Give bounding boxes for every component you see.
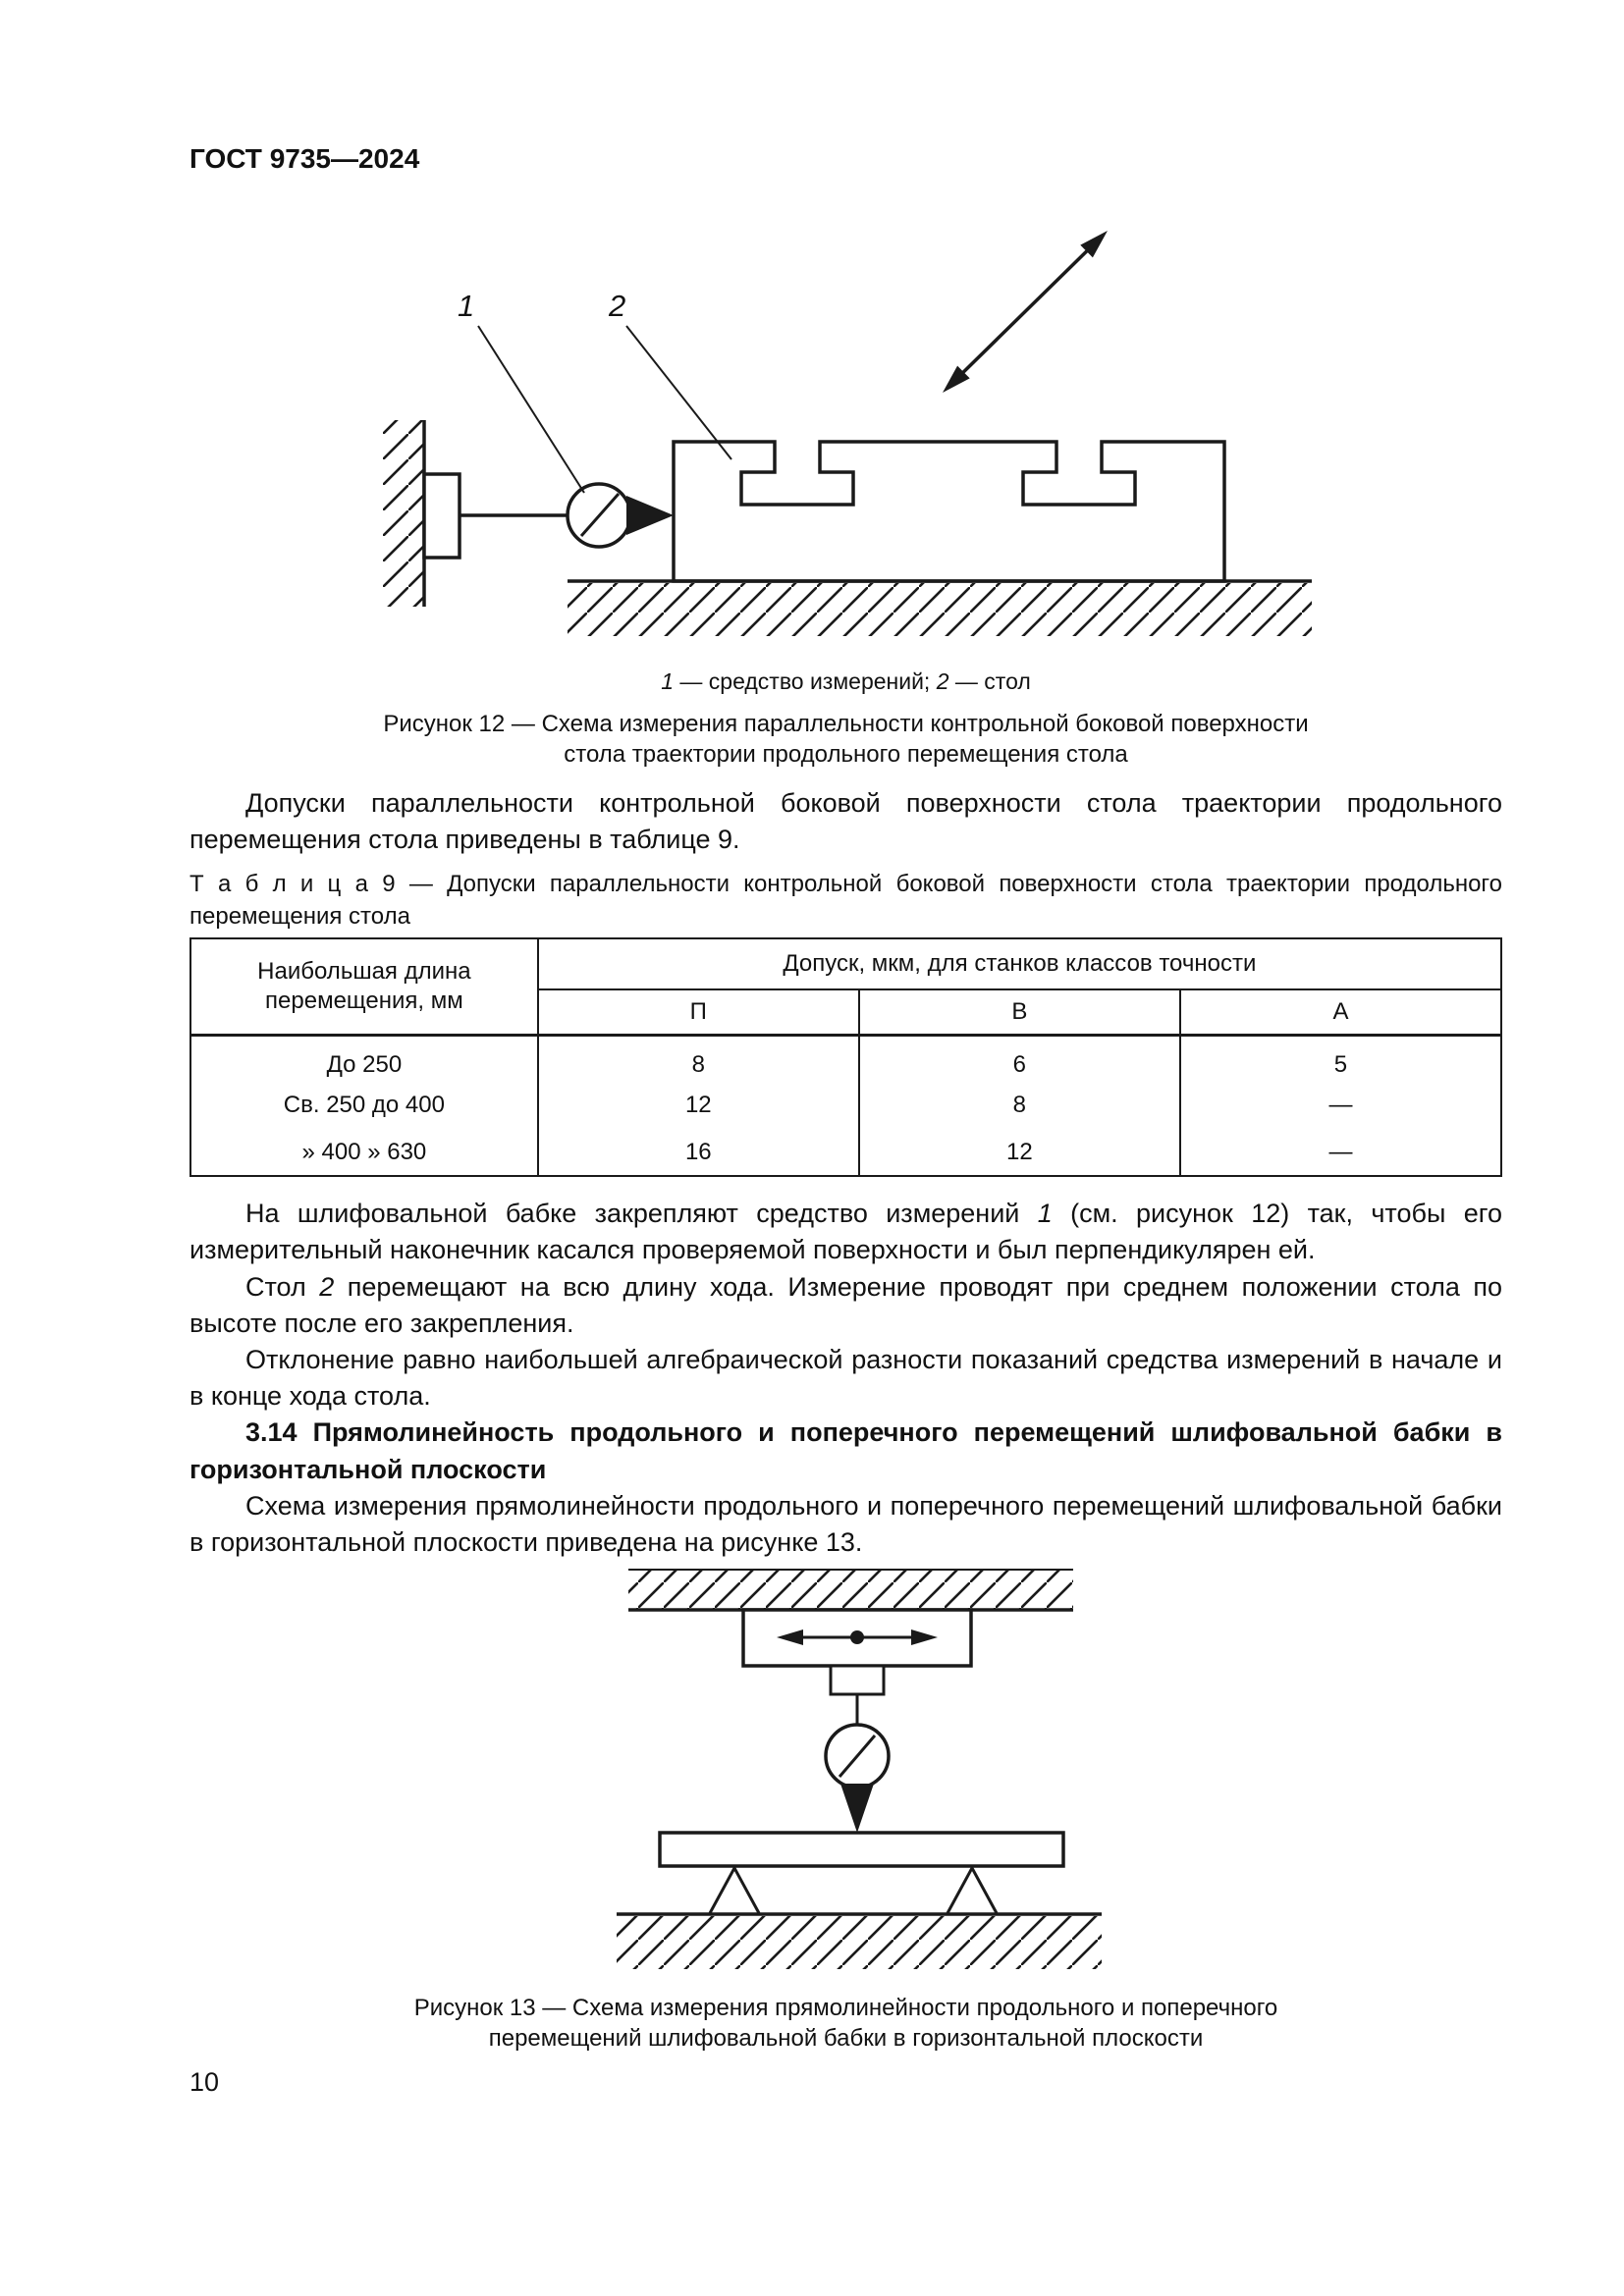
knife-edge-support xyxy=(947,1868,997,1913)
table-row xyxy=(190,1035,1501,1082)
figure12-diagram xyxy=(0,221,1624,653)
movement-arrow xyxy=(943,231,1108,393)
dial-indicator xyxy=(568,484,674,547)
cell-length: До 250 xyxy=(190,1035,538,1082)
paragraph-text: На шлифовальной бабке закрепляют средство измерений xyxy=(245,1199,1038,1228)
table9-title: Т а б л и ц а 9 — Допуски параллельности контрольной боковой поверхности стола траектории продольного перемещения стола xyxy=(189,871,1502,930)
figure-ref-1: 1 xyxy=(1037,1199,1053,1228)
figure13-caption-text: Рисунок 13 — Схема измерения прямолинейности продольного и поперечного перемещений шлифовальной бабки в горизонтальной плоскости xyxy=(413,1995,1278,2052)
table-row xyxy=(190,1129,1501,1176)
callout-2-label: 2 xyxy=(609,289,626,323)
indicator-stem xyxy=(831,1666,884,1694)
col-header-class-p: П xyxy=(538,989,859,1035)
col-header-tolerance: Допуск, мкм, для станков классов точности xyxy=(538,938,1501,989)
callout-2-leader xyxy=(626,326,731,459)
page-title: ГОСТ 9735—2024 xyxy=(189,143,420,174)
legend-text-2: — стол xyxy=(948,668,1031,694)
page-number: 10 xyxy=(189,2067,220,2097)
table9 xyxy=(189,937,1502,1177)
mount-block xyxy=(424,474,460,558)
indicator-tip xyxy=(626,496,674,535)
section-heading-3-14: 3.14 Прямолинейность продольного и поперечного перемещений шлифовальной бабки в горизонтальной плоскости xyxy=(189,1417,1502,1484)
wall-hatching xyxy=(383,420,424,607)
figure12-caption xyxy=(189,709,1502,770)
col-header-class-a: А xyxy=(1180,989,1501,1035)
cell-class-a: — xyxy=(1180,1082,1501,1129)
callout-1-leader xyxy=(478,326,584,493)
figure12-caption-text: Рисунок 12 — Схема измерения параллельности контрольной боковой поверхности стола траектории продольного перемещения стола xyxy=(383,711,1309,768)
ground-hatching xyxy=(568,581,1312,636)
ground-hatching xyxy=(617,1914,1102,1969)
knife-edge-support xyxy=(710,1868,759,1913)
figure-ref-2: 2 xyxy=(319,1272,335,1302)
col-header-class-v: В xyxy=(859,989,1180,1035)
cell-class-p: 12 xyxy=(538,1082,859,1129)
table-cross-section xyxy=(674,442,1224,581)
paragraph-tolerances-intro: Допуски параллельности контрольной боковой поверхности стола траектории продольного перемещения стола приведены в таблице 9. xyxy=(189,788,1502,854)
paragraph-method-1 xyxy=(189,1196,1502,1268)
cell-length: » 400 » 630 xyxy=(190,1129,538,1176)
paragraph-text: перемещают на всю длину хода. Измерение проводят при среднем положении стола по высоте после его закрепления. xyxy=(189,1272,1502,1338)
paragraph-text: (см. рисунок 12) так, чтобы его измерительный наконечник касался проверяемой поверхности и был перпендикулярен ей. xyxy=(189,1199,1502,1264)
cell-class-p: 16 xyxy=(538,1129,859,1176)
legend-text-1: — средство измерений; xyxy=(674,668,937,694)
cell-class-a: — xyxy=(1180,1129,1501,1176)
dial-indicator xyxy=(826,1725,889,1833)
cell-length: Св. 250 до 400 xyxy=(190,1082,538,1129)
table-row xyxy=(190,1082,1501,1129)
legend-ref-1: 1 xyxy=(661,668,674,694)
paragraph-method-2 xyxy=(189,1269,1502,1342)
paragraph-method-3: Отклонение равно наибольшей алгебраической разности показаний средства измерений в начале и в конце хода стола. xyxy=(189,1345,1502,1411)
cell-class-v: 8 xyxy=(859,1082,1180,1129)
paragraph-3-14-intro: Схема измерения прямолинейности продольного и поперечного перемещений шлифовальной бабки в горизонтальной плоскости приведена на рисунке 13. xyxy=(189,1491,1502,1557)
cell-class-a: 5 xyxy=(1180,1035,1501,1082)
table9-container xyxy=(189,937,1502,1177)
upper-rail-hatching xyxy=(628,1570,1073,1610)
indicator-tip xyxy=(840,1784,874,1833)
legend-ref-2: 2 xyxy=(936,668,949,694)
figure13-caption xyxy=(189,1993,1502,2054)
figure12-legend xyxy=(189,668,1502,695)
cell-class-p: 8 xyxy=(538,1035,859,1082)
cell-class-v: 12 xyxy=(859,1129,1180,1176)
straightedge xyxy=(660,1833,1063,1866)
col-header-length: Наибольшая длина перемещения, мм xyxy=(190,938,538,1035)
paragraph-text: Стол xyxy=(245,1272,320,1302)
table9-header-row-1 xyxy=(190,938,1501,989)
callout-1-label: 1 xyxy=(458,289,475,323)
pivot-dot xyxy=(850,1630,864,1644)
cell-class-v: 6 xyxy=(859,1035,1180,1082)
figure13-diagram xyxy=(0,1556,1624,1978)
carriage-movement-arrow xyxy=(777,1629,938,1645)
